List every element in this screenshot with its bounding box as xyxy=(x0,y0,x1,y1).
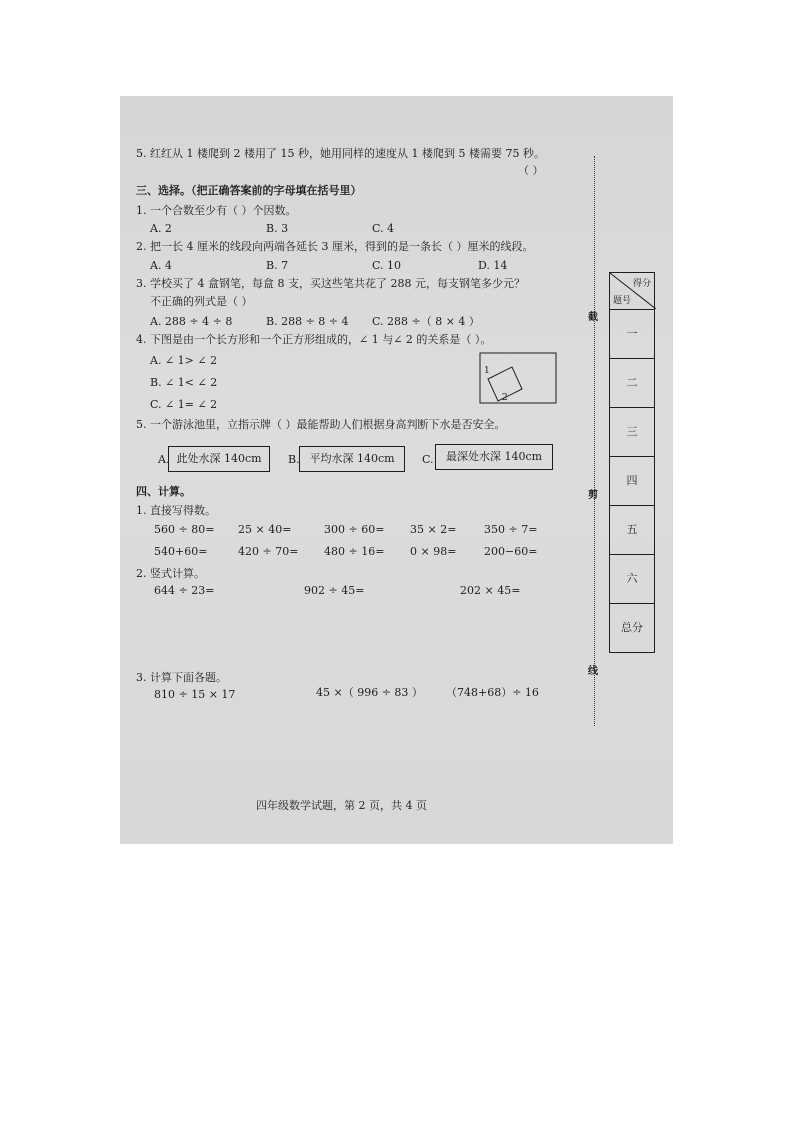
choice-q2: 2. 把一长 4 厘米的线段向两端各延长 3 厘米，得到的是一条长（ ）厘米的线段。 xyxy=(136,240,534,253)
cut-mark: 线 xyxy=(588,666,598,677)
steps-item: 45 ×（ 996 ÷ 83 ） xyxy=(316,686,423,699)
oral-item: 480 ÷ 16= xyxy=(324,545,385,558)
steps-calc-title: 3. 计算下面各题。 xyxy=(136,671,227,684)
choice-q3-b: B. 288 ÷ 8 ÷ 4 xyxy=(266,315,349,328)
choice-q4-a: A. ∠ 1> ∠ 2 xyxy=(150,354,218,367)
oral-item: 420 ÷ 70= xyxy=(238,545,299,558)
oral-item: 540+60= xyxy=(154,545,208,558)
oral-item: 350 ÷ 7= xyxy=(484,523,538,536)
choice-q4: 4. 下图是由一个长方形和一个正方形组成的，∠ 1 与∠ 2 的关系是（ ）。 xyxy=(136,333,492,346)
choice-q1: 1. 一个合数至少有（ ）个因数。 xyxy=(136,204,297,217)
section3-title: 三、选择。（把正确答案前的字母填在括号里） xyxy=(136,184,362,197)
choice-q1-b: B. 3 xyxy=(266,222,289,235)
sign-c: 最深处水深 140cm xyxy=(435,444,553,470)
angle-label-1: 1 xyxy=(484,366,490,376)
oral-item: 0 × 98= xyxy=(410,545,457,558)
judge-q5-paren: （ ） xyxy=(518,164,544,177)
oral-item: 560 ÷ 80= xyxy=(154,523,215,536)
cut-line xyxy=(594,156,595,726)
score-row-label: 六 xyxy=(609,555,655,604)
choice-q3-line2: 不正确的列式是（ ） xyxy=(150,295,253,308)
choice-q3: 3. 学校买了 4 盒钢笔，每盒 8 支，买这些笔共花了 288 元，每支钢笔多少元？ xyxy=(136,277,525,290)
choice-q1-a: A. 2 xyxy=(150,222,172,235)
oral-item: 25 × 40= xyxy=(238,523,292,536)
vertical-item: 902 ÷ 45= xyxy=(304,584,365,597)
choice-q5: 5. 一个游泳池里，立指示牌（ ）最能帮助人们根据身高判断下水是否安全。 xyxy=(136,418,506,431)
choice-q2-d: D. 14 xyxy=(478,259,508,272)
cut-mark: 剪 xyxy=(588,490,598,501)
page-footer: 四年级数学试题，第 2 页，共 4 页 xyxy=(256,799,427,812)
judge-q5: 5. 红红从 1 楼爬到 2 楼用了 15 秒，她用同样的速度从 1 楼爬到 5 楼需要 75 秒。 xyxy=(136,147,545,160)
choice-q2-c: C. 10 xyxy=(372,259,402,272)
score-row-label: 四 xyxy=(609,457,655,506)
choice-q4-b: B. ∠ 1< ∠ 2 xyxy=(150,376,218,389)
angle-label-2: 2 xyxy=(502,393,508,403)
score-row-label: 五 xyxy=(609,506,655,555)
vertical-calc-title: 2. 竖式计算。 xyxy=(136,567,205,580)
section4-title: 四、计算。 xyxy=(136,485,191,498)
score-row-label: 一 xyxy=(609,310,655,359)
choice-q5-b-letter: B. xyxy=(288,453,300,466)
oral-calc-title: 1. 直接写得数。 xyxy=(136,504,216,517)
choice-q3-a: A. 288 ÷ 4 ÷ 8 xyxy=(150,315,233,328)
choice-q2-a: A. 4 xyxy=(150,259,172,272)
sign-a: 此处水深 140cm xyxy=(168,446,270,472)
scanned-page xyxy=(120,96,673,844)
steps-item: 810 ÷ 15 × 17 xyxy=(154,688,236,701)
header-num-label: 题号 xyxy=(613,296,632,306)
oral-item: 35 × 2= xyxy=(410,523,457,536)
angle-figure xyxy=(478,351,558,407)
oral-item: 200−60= xyxy=(484,545,538,558)
choice-q5-c-letter: C. xyxy=(422,453,434,466)
oral-item: 300 ÷ 60= xyxy=(324,523,385,536)
score-table xyxy=(609,272,655,653)
choice-q5-a-letter: A. xyxy=(158,453,170,466)
vertical-item: 202 × 45= xyxy=(460,584,521,597)
sign-b: 平均水深 140cm xyxy=(299,446,405,472)
steps-item: （748+68）÷ 16 xyxy=(446,686,539,699)
header-score-label: 得分 xyxy=(632,279,651,289)
cut-mark: 截 xyxy=(588,312,598,323)
choice-q4-c: C. ∠ 1= ∠ 2 xyxy=(150,398,218,411)
choice-q2-b: B. 7 xyxy=(266,259,289,272)
vertical-item: 644 ÷ 23= xyxy=(154,584,215,597)
score-row-label: 二 xyxy=(609,359,655,408)
score-row-label: 总分 xyxy=(609,604,655,653)
choice-q3-c: C. 288 ÷（ 8 × 4 ） xyxy=(372,315,480,328)
score-row-label: 三 xyxy=(609,408,655,457)
score-table-header xyxy=(609,272,655,310)
choice-q1-c: C. 4 xyxy=(372,222,395,235)
